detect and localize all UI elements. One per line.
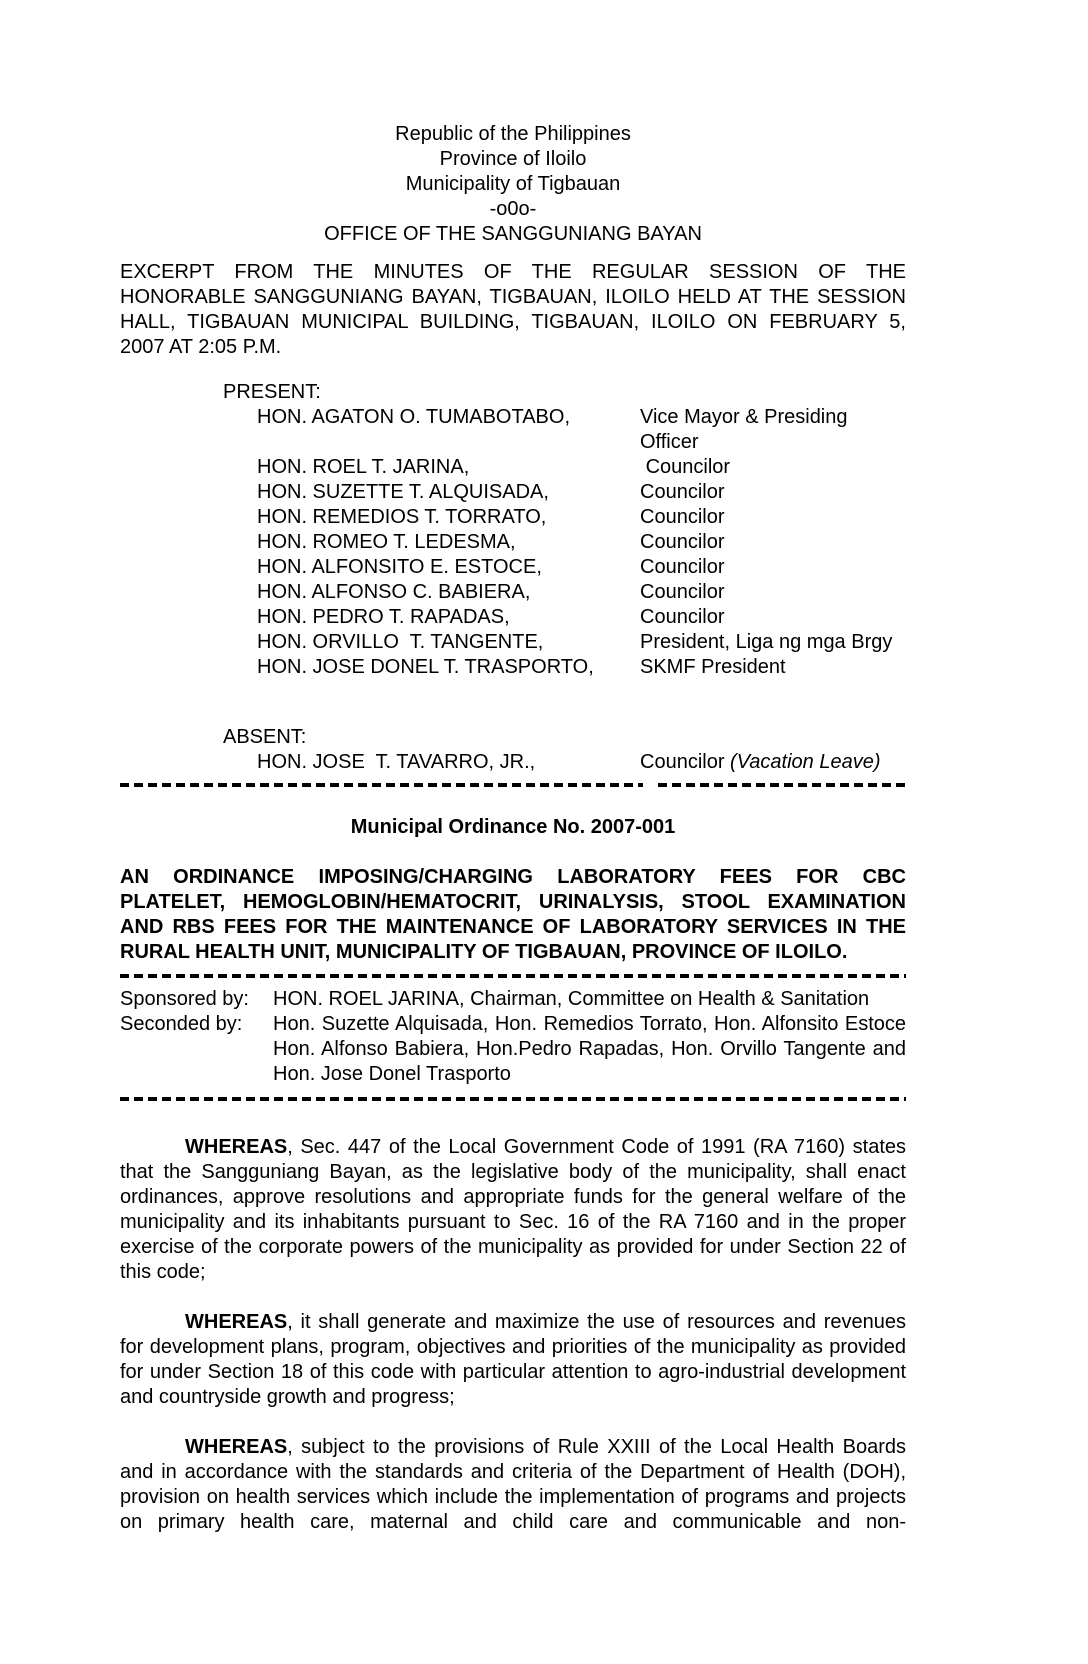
ordinance-title	[120, 865, 906, 965]
attendee-row	[257, 555, 906, 580]
seconded-by-line: Hon. Suzette Alquisada, Hon. Remedios Torrato, Hon. Alfonsito Estoce	[273, 1013, 906, 1035]
whereas-first-rest: , Sec. 447 of the Local Government Code of 1991 (RA 7160) states	[287, 1136, 906, 1158]
whereas-lead: WHEREAS	[185, 1311, 288, 1333]
attendee-title: SKMF President	[640, 656, 786, 678]
whereas-first-line	[120, 1435, 906, 1460]
excerpt-line: EXCERPT FROM THE MINUTES OF THE REGULAR SESSION OF THE	[120, 261, 906, 283]
seconded-by-value	[273, 1012, 906, 1087]
present-list	[223, 405, 906, 680]
seconded-by-label: Seconded by:	[120, 1013, 248, 1035]
whereas-first-rest: , it shall generate and maximize the use of resources and revenues	[287, 1311, 906, 1333]
whereas-line: that the Sangguniang Bayan, as the legislative body of the municipality, shall enact	[120, 1161, 906, 1183]
attendee-title: Councilor	[640, 456, 731, 478]
whereas-line: provision on health services which include the implementation of programs and projects	[120, 1486, 906, 1508]
dashed-separator	[120, 974, 906, 978]
ordinance-title-line: AND RBS FEES FOR THE MAINTENANCE OF LABORATORY SERVICES IN THE	[120, 916, 906, 938]
absent-label: ABSENT:	[223, 726, 307, 748]
whereas-line: for development plans, program, objectives and priorities of the municipality as provided	[120, 1336, 906, 1358]
attendee-title: President, Liga ng mga Brgy	[640, 631, 893, 653]
attendee-row	[257, 630, 906, 655]
ordinance-number: Municipal Ordinance No. 2007-001	[350, 816, 676, 838]
attendee-name: HON. JOSE T. TAVARRO, JR.,	[257, 751, 536, 773]
whereas-line: and in accordance with the standards and criteria of the Department of Health (DOH),	[120, 1461, 906, 1483]
whereas-first-rest: , subject to the provisions of Rule XXIII of the Local Health Boards	[287, 1436, 906, 1458]
attendee-title-text: Councilor	[640, 751, 731, 773]
absent-section	[223, 725, 906, 775]
ordinance-title-line: RURAL HEALTH UNIT, MUNICIPALITY OF TIGBAUAN, PROVINCE OF ILOILO.	[120, 941, 848, 963]
dashed-separator-segment	[658, 783, 906, 787]
letterhead-republic: Republic of the Philippines	[395, 123, 631, 145]
dashed-separator	[120, 1097, 906, 1101]
attendee-row	[257, 480, 906, 505]
whereas-first-line	[120, 1135, 906, 1160]
attendee-title-note: (Vacation Leave)	[730, 751, 881, 773]
sponsorship-section	[120, 987, 906, 1087]
sponsored-by-label: Sponsored by:	[120, 988, 249, 1010]
excerpt-line: 2007 AT 2:05 P.M.	[120, 336, 282, 358]
present-label: PRESENT:	[223, 381, 321, 403]
whereas-line: on primary health care, maternal and child care and communicable and non-	[120, 1511, 906, 1533]
attendee-title: Councilor	[640, 531, 725, 553]
letterhead-office: OFFICE OF THE SANGGUNIANG BAYAN	[324, 223, 702, 245]
sponsored-by-row	[120, 987, 906, 1012]
attendee-name: HON. ROEL T. JARINA,	[257, 456, 470, 478]
attendee-row	[257, 580, 906, 605]
whereas-line: ordinances, approve resolutions and appropriate funds for the general welfare of the	[120, 1186, 906, 1208]
seconded-by-line: Hon. Jose Donel Trasporto	[273, 1063, 511, 1085]
whereas-line: municipality and its inhabitants pursuant to Sec. 16 of the RA 7160 and in the proper	[120, 1211, 906, 1233]
attendee-name: HON. REMEDIOS T. TORRATO,	[257, 506, 547, 528]
dashed-separator	[120, 783, 906, 787]
whereas-lead: WHEREAS	[185, 1436, 288, 1458]
whereas-line: this code;	[120, 1261, 206, 1283]
attendee-row	[257, 530, 906, 555]
excerpt-line: HALL, TIGBAUAN MUNICIPAL BUILDING, TIGBAUAN, ILOILO ON FEBRUARY 5,	[120, 311, 906, 333]
present-section	[223, 380, 906, 680]
whereas-clause-1	[120, 1135, 906, 1285]
attendee-name: HON. PEDRO T. RAPADAS,	[257, 606, 510, 628]
letterhead-municipality: Municipality of Tigbauan	[405, 173, 621, 195]
sponsored-by-value: HON. ROEL JARINA, Chairman, Committee on Health & Sanitation	[273, 988, 870, 1010]
ordinance-title-line: PLATELET, HEMOGLOBIN/HEMATOCRIT, URINALYSIS, STOOL EXAMINATION	[120, 891, 906, 913]
whereas-clause-3	[120, 1435, 906, 1535]
attendee-row	[257, 405, 906, 455]
attendee-row	[257, 655, 906, 680]
seconded-by-line: Hon. Alfonso Babiera, Hon.Pedro Rapadas, Hon. Orvillo Tangente and	[273, 1038, 906, 1060]
whereas-lead: WHEREAS	[185, 1136, 288, 1158]
attendee-name: HON. ALFONSITO E. ESTOCE,	[257, 556, 542, 578]
whereas-clause-2	[120, 1310, 906, 1410]
whereas-line: for under Section 18 of this code with particular attention to agro-industrial development	[120, 1361, 906, 1383]
attendee-title: Councilor	[640, 506, 725, 528]
excerpt-paragraph	[120, 260, 906, 360]
whereas-first-line	[120, 1310, 906, 1335]
attendee-name: HON. ORVILLO T. TANGENTE,	[257, 631, 544, 653]
excerpt-line: HONORABLE SANGGUNIANG BAYAN, TIGBAUAN, ILOILO HELD AT THE SESSION	[120, 286, 906, 308]
attendee-name: HON. ROMEO T. LEDESMA,	[257, 531, 516, 553]
attendee-row	[257, 750, 906, 775]
attendee-row	[257, 505, 906, 530]
ordinance-title-line: AN ORDINANCE IMPOSING/CHARGING LABORATORY FEES FOR CBC	[120, 866, 906, 888]
attendee-title: Councilor	[640, 556, 725, 578]
attendee-name: HON. ALFONSO C. BABIERA,	[257, 581, 531, 603]
attendee-title: Vice Mayor & Presiding Officer	[640, 406, 854, 453]
seconded-by-row	[120, 1012, 906, 1087]
attendee-name: HON. JOSE DONEL T. TRASPORTO,	[257, 656, 594, 678]
letterhead	[120, 122, 906, 247]
attendee-title	[640, 750, 906, 775]
attendee-row	[257, 605, 906, 630]
whereas-line: and countryside growth and progress;	[120, 1386, 455, 1408]
attendee-title: Councilor	[640, 606, 725, 628]
attendee-name: HON. AGATON O. TUMABOTABO,	[257, 406, 571, 428]
letterhead-ornament: -o0o-	[489, 198, 537, 220]
letterhead-province: Province of Iloilo	[439, 148, 587, 170]
attendee-title: Councilor	[640, 481, 725, 503]
attendee-row	[257, 455, 906, 480]
attendee-name: HON. SUZETTE T. ALQUISADA,	[257, 481, 549, 503]
whereas-line: exercise of the corporate powers of the municipality as provided for under Section 22 of	[120, 1236, 906, 1258]
attendee-title: Councilor	[640, 581, 725, 603]
dashed-separator-segment	[120, 783, 643, 787]
